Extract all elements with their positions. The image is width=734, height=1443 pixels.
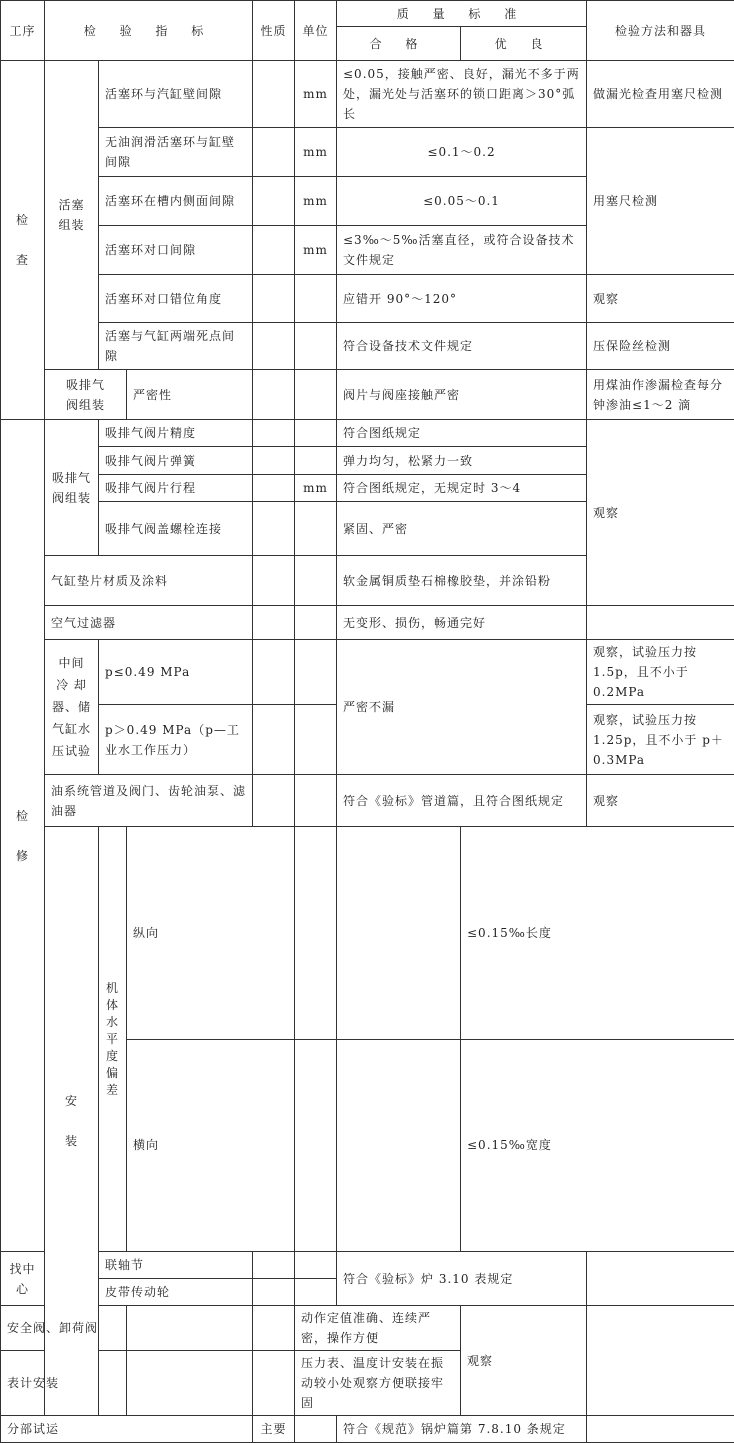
nature-cell [253,1279,295,1306]
unit-cell [295,606,337,640]
header-quality: 质 量 标 准 [337,1,587,27]
item-cell: p≤0.49 MPa [99,640,253,705]
table-row [1,128,734,177]
nature-cell [253,556,295,606]
item-cell: 活塞环对口间隙 [99,226,253,275]
standard-cell: ≤3‰～5‰活塞直径，或符合设备技术文件规定 [337,226,587,275]
table-row [1,1306,734,1351]
unit-cell [295,1279,337,1306]
standard-cell: ≤0.05，接触严密、良好，漏光不多于两处，漏光处与活塞环的锁口距离＞30°弧长 [337,61,587,128]
section-install: 安 装 [45,827,99,1416]
item-cell: 安全阀、卸荷阀 [1,1306,127,1351]
unit-cell [295,275,337,323]
standard-cell: 严密不漏 [337,640,587,775]
item-cell: p＞0.49 MPa（p—工业水工作压力） [99,705,253,775]
method-cell [587,1416,734,1443]
table-row [1,1351,734,1416]
item-cell: 皮带传动轮 [99,1279,253,1306]
table-row [1,606,734,640]
item-cell: 横向 [127,1039,295,1252]
nature-cell [253,323,295,370]
table-row [1,1416,734,1443]
item-cell: 吸排气阀片精度 [99,420,253,447]
nature-cell [253,1252,295,1279]
section-trial: 分部试运 [1,1416,253,1443]
nature-cell: 主要 [253,1416,295,1443]
table-row [1,370,734,420]
group-level: 机体 水平度 偏差 [99,827,127,1252]
item-cell: 活塞与气缸两端死点间隙 [99,323,253,370]
unit-cell [337,827,461,1040]
standard-cell: 符合图纸规定，无规定时 3～4 [337,475,587,502]
nature-cell [253,226,295,275]
unit-cell: mm [295,226,337,275]
nature-cell [253,61,295,128]
item-cell: 吸排气阀片行程 [99,475,253,502]
nature-cell [253,420,295,447]
unit-cell: mm [295,177,337,226]
standard-cell: 阀片与阀座接触严密 [337,370,587,420]
header-row [1,1,734,27]
nature-cell [253,370,295,420]
unit-cell [295,323,337,370]
table-row [1,1252,734,1279]
section-check: 检 查 [1,61,45,420]
nature-cell [253,705,295,775]
group-align: 找中心 [1,1252,45,1306]
section-repair: 检 修 [1,420,45,1252]
unit-cell [295,420,337,447]
table-row [1,640,734,705]
method-cell [587,1252,734,1306]
method-cell: 用塞尺检测 [587,128,734,275]
unit-cell [253,1351,295,1416]
method-cell: 做漏光检查用塞尺检测 [587,61,734,128]
standard-cell: 紧固、严密 [337,502,587,556]
nature-cell [253,640,295,705]
standard-cell: 符合设备技术文件规定 [337,323,587,370]
nature-cell [253,128,295,177]
item-cell: 吸排气阀盖螺栓连接 [99,502,253,556]
unit-cell [295,1252,337,1279]
standard-cell: 应错开 90°～120° [337,275,587,323]
unit-cell: mm [295,61,337,128]
unit-cell [295,1416,337,1443]
nature-cell [253,475,295,502]
method-cell [587,606,734,640]
unit-cell [295,556,337,606]
method-cell: 用煤油作渗漏检查每分钟渗油≤1～2 滴 [587,370,734,420]
table-row [1,61,734,128]
standard-cell: 符合图纸规定 [337,420,587,447]
standard-cell: 符合《规范》锅炉篇第 7.8.10 条规定 [337,1416,587,1443]
table-row [1,275,734,323]
nature-cell [253,502,295,556]
standard-cell: 压力表、温度计安装在振动较小处观察方便联接牢固 [295,1351,461,1416]
nature-cell [253,606,295,640]
unit-cell [295,705,337,775]
unit-cell [295,502,337,556]
item-cell: 联轴节 [99,1252,253,1279]
group-valve-assembly-repair: 吸排气 阀组装 [45,420,99,556]
unit-cell [295,447,337,475]
table-row [1,827,734,1040]
group-intercooler: 中间 冷 却 器、储 气缸水 压试验 [45,640,99,775]
standard-cell: ≤0.05～0.1 [337,177,587,226]
header-method: 检验方法和器具 [587,1,734,61]
method-cell: 观察 [587,275,734,323]
unit-cell [295,640,337,705]
header-excellent: 优 良 [461,27,587,61]
nature-cell [295,827,337,1040]
method-cell: 观察 [587,420,734,606]
nature-cell [253,775,295,827]
group-valve-assembly: 吸排气 阀组装 [45,370,127,420]
standard-cell: ≤0.15‰长度 [461,827,734,1040]
header-qualified: 合 格 [337,27,461,61]
standard-cell: 符合《验标》管道篇，且符合图纸规定 [337,775,587,827]
item-cell: 吸排气阀片弹簧 [99,447,253,475]
unit-cell [295,370,337,420]
standard-cell: ≤0.1～0.2 [337,128,587,177]
item-cell: 气缸垫片材质及涂料 [45,556,253,606]
item-cell: 油系统管道及阀门、齿轮油泵、滤油器 [45,775,253,827]
table-row [1,420,734,447]
item-cell: 无油润滑活塞环与缸壁间隙 [99,128,253,177]
nature-cell [253,275,295,323]
item-cell: 活塞环对口错位角度 [99,275,253,323]
item-cell: 严密性 [127,370,253,420]
method-cell: 压保险丝检测 [587,323,734,370]
nature-cell [127,1306,253,1351]
unit-cell: mm [295,475,337,502]
standard-cell: 无变形、损伤，畅通完好 [337,606,587,640]
header-nature: 性质 [253,1,295,61]
standard-cell: 符合《验标》炉 3.10 表规定 [337,1252,587,1306]
standard-cell: 软金属铜质垫石棉橡胶垫，并涂铅粉 [337,556,587,606]
unit-cell [253,1306,295,1351]
unit-cell [295,775,337,827]
item-cell: 表计安装 [1,1351,127,1416]
unit-cell [337,1039,461,1252]
header-unit: 单位 [295,1,337,61]
item-cell: 纵向 [127,827,295,1040]
table-row [1,323,734,370]
standard-cell: 弹力均匀，松紧力一致 [337,447,587,475]
unit-cell: mm [295,128,337,177]
item-cell: 活塞环在槽内侧面间隙 [99,177,253,226]
method-cell: 观察，试验压力按 1.5p，且不小于 0.2MPa [587,640,734,705]
standard-cell: ≤0.15‰宽度 [461,1039,734,1252]
method-cell: 观察，试验压力按 1.25p，且不小于 p＋0.3MPa [587,705,734,775]
nature-cell [295,1039,337,1252]
table-row [1,775,734,827]
nature-cell [253,177,295,226]
nature-cell [253,447,295,475]
method-cell: 观察 [461,1306,587,1416]
nature-cell [127,1351,253,1416]
item-cell: 空气过滤器 [45,606,253,640]
group-piston: 活塞 组装 [45,61,99,370]
header-indicator: 检 验 指 标 [45,1,253,61]
item-cell: 活塞环与汽缸壁间隙 [99,61,253,128]
method-cell: 观察 [587,775,734,827]
header-process: 工序 [1,1,45,61]
standard-cell: 动作定值准确、连续严密，操作方便 [295,1306,461,1351]
